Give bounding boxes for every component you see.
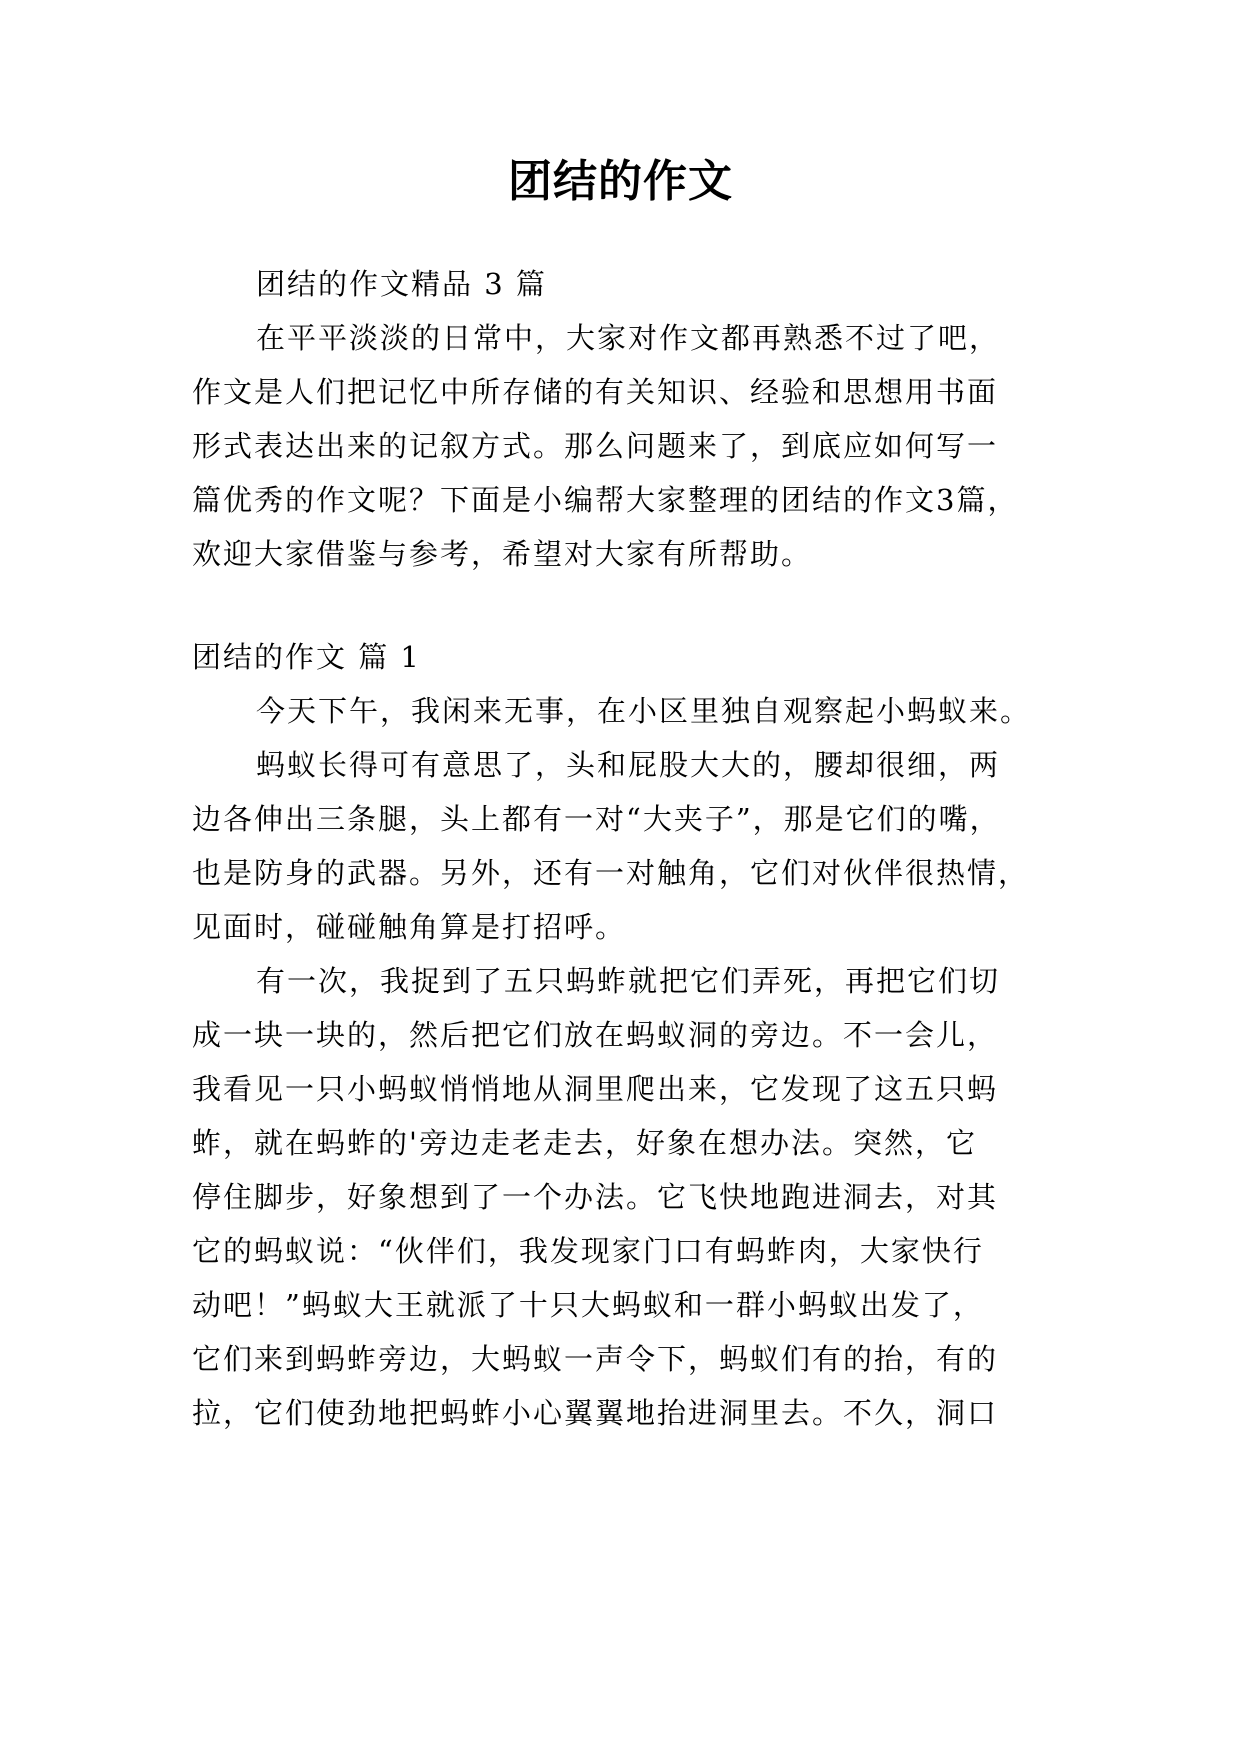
intro-line: 形式表达出来的记叙方式。那么问题来了，到底应如何写一 (192, 429, 999, 463)
paragraph-line: 今天下午，我闲来无事，在小区里独自观察起小蚂蚁来。 (256, 694, 1032, 728)
paragraph-line: 成一块一块的，然后把它们放在蚂蚁洞的旁边。不一会儿， (192, 1018, 999, 1052)
paragraph-line: 它们来到蚂蚱旁边，大蚂蚁一声令下，蚂蚁们有的抬，有的 (192, 1342, 999, 1376)
paragraph-line: 蚱，就在蚂蚱的'旁边走老走去，好象在想办法。突然，它 (192, 1126, 977, 1160)
paragraph-line: 停住脚步，好象想到了一个办法。它飞快地跑进洞去，对其 (192, 1180, 999, 1214)
intro-line: 作文是人们把记忆中所存储的有关知识、经验和思想用书面 (192, 375, 999, 409)
paragraph-line: 也是防身的武器。另外，还有一对触角，它们对伙伴很热情， (192, 856, 1030, 890)
paragraph-line: 有一次，我捉到了五只蚂蚱就把它们弄死，再把它们切 (256, 964, 1001, 998)
paragraph-line: 拉，它们使劲地把蚂蚱小心翼翼地抬进洞里去。不久，洞口 (192, 1396, 999, 1430)
paragraph-line: 动吧！”蚂蚁大王就派了十只大蚂蚁和一群小蚂蚁出发了， (192, 1288, 984, 1322)
paragraph-line: 边各伸出三条腿，头上都有一对“大夹子”，那是它们的嘴， (192, 802, 1001, 836)
intro-line: 在平平淡淡的日常中，大家对作文都再熟悉不过了吧， (256, 321, 1001, 355)
intro-line: 欢迎大家借鉴与参考，希望对大家有所帮助。 (192, 537, 813, 571)
document-title: 团结的作文 (508, 156, 733, 207)
section-heading: 团结的作文 篇 1 (192, 640, 421, 674)
intro-line: 篇优秀的作文呢？下面是小编帮大家整理的团结的作文3篇， (192, 483, 1019, 517)
paragraph-line: 蚂蚁长得可有意思了，头和屁股大大的，腰却很细，两 (256, 748, 1001, 782)
paragraph-line: 它的蚂蚁说：“伙伴们，我发现家门口有蚂蚱肉，大家快行 (192, 1234, 984, 1268)
paragraph-line: 见面时，碰碰触角算是打招呼。 (192, 910, 627, 944)
document-subtitle: 团结的作文精品 3 篇 (256, 267, 547, 301)
document-body (192, 0, 1062, 1754)
paragraph-line: 我看见一只小蚂蚁悄悄地从洞里爬出来，它发现了这五只蚂 (192, 1072, 999, 1106)
